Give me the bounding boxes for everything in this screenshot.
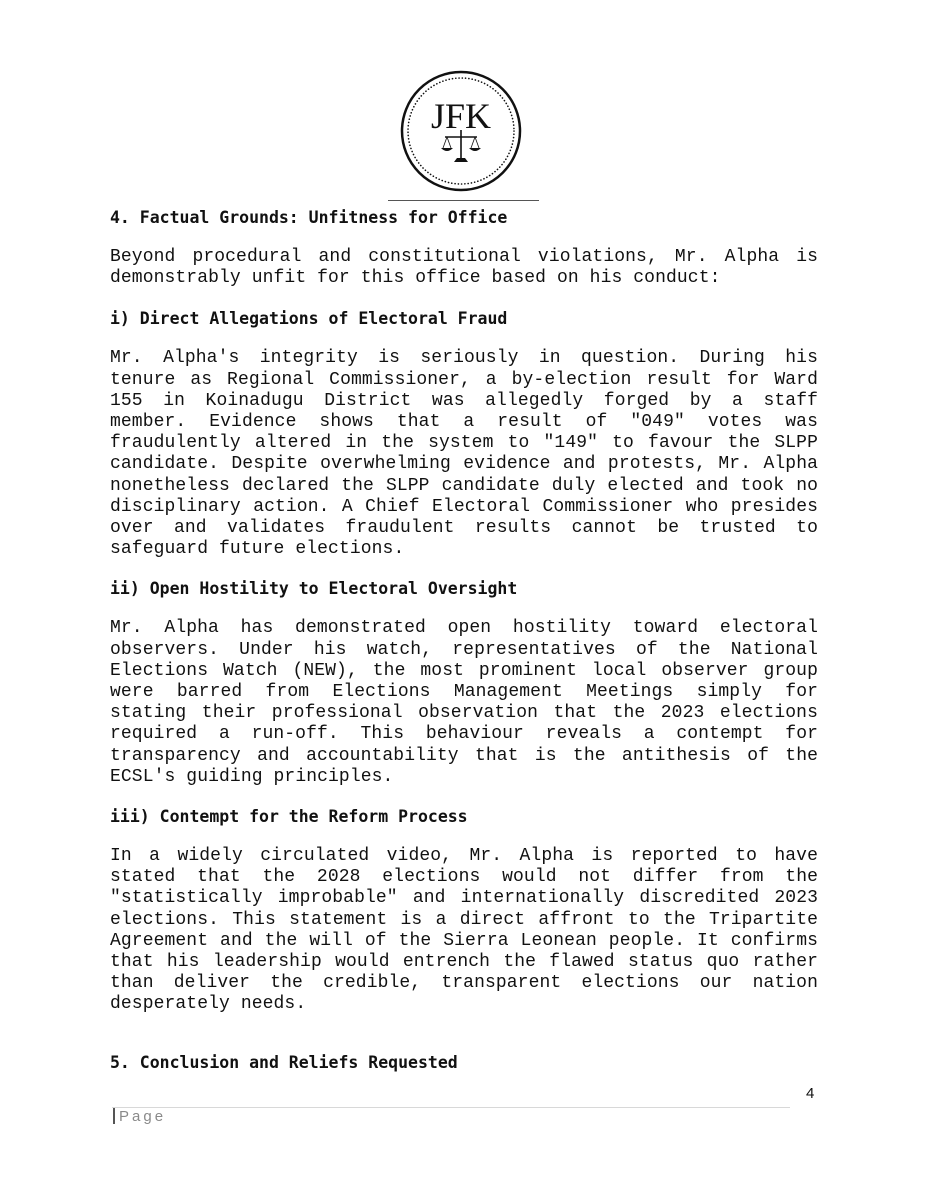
- footer-divider: [112, 1107, 790, 1108]
- header-divider: [388, 200, 539, 201]
- section-4-heading: 4. Factual Grounds: Unfitness for Office: [110, 208, 508, 227]
- scales-of-justice-icon: [400, 70, 522, 192]
- subsection-i-body: Mr. Alpha's integrity is seriously in question. During his tenure as Regional Commissioner, a by-election result for Ward 155 in Koinadugu District was allegedly forged by a staff member. Evidence shows that a result of "049" votes was fraudulently altered in the system to "149" to favour the SLPP candidate. Despite overwhelming evidence and protests, Mr. Alpha nonetheless declared the SLPP candidate duly elected and took no disciplinary action. A Chief Electoral Commissioner who presides over and validates fraudulent results cannot be trusted to safeguard future elections.: [110, 348, 818, 560]
- jfk-logo: [400, 70, 522, 192]
- subsection-i-heading: i) Direct Allegations of Electoral Fraud: [110, 309, 508, 329]
- page-number: 4: [806, 1085, 815, 1102]
- subsection-ii-heading: ii) Open Hostility to Electoral Oversight: [110, 579, 518, 599]
- footer-page-text: Page: [119, 1108, 167, 1125]
- section-5-heading: 5. Conclusion and Reliefs Requested: [110, 1052, 458, 1072]
- footer-page-label: [113, 1108, 166, 1125]
- subsection-iii-heading: iii) Contempt for the Reform Process: [110, 807, 468, 827]
- section-4-intro: Beyond procedural and constitutional violations, Mr. Alpha is demonstrably unfit for this office based on his conduct:: [110, 247, 818, 289]
- svg-text:JFK: JFK: [430, 96, 492, 136]
- footer-bar: [113, 1108, 115, 1124]
- subsection-iii-body: In a widely circulated video, Mr. Alpha is reported to have stated that the 2028 elections would not differ from the "statistically improbable" and internationally discredited 2023 elections. This statement is a direct affront to the Tripartite Agreement and the will of the Sierra Leonean people. It confirms that his leadership would entrench the flawed status quo rather than deliver the credible, transparent elections our nation desperately needs.: [110, 846, 818, 1015]
- subsection-ii-body: Mr. Alpha has demonstrated open hostility toward electoral observers. Under his watch, representatives of the National Elections Watch (NEW), the most prominent local observer group were barred from Elections Management Meetings simply for stating their professional observation that the 2023 elections required a run-off. This behaviour reveals a contempt for transparency and accountability that is the antithesis of the ECSL's guiding principles.: [110, 618, 818, 787]
- document-body: [110, 207, 818, 1073]
